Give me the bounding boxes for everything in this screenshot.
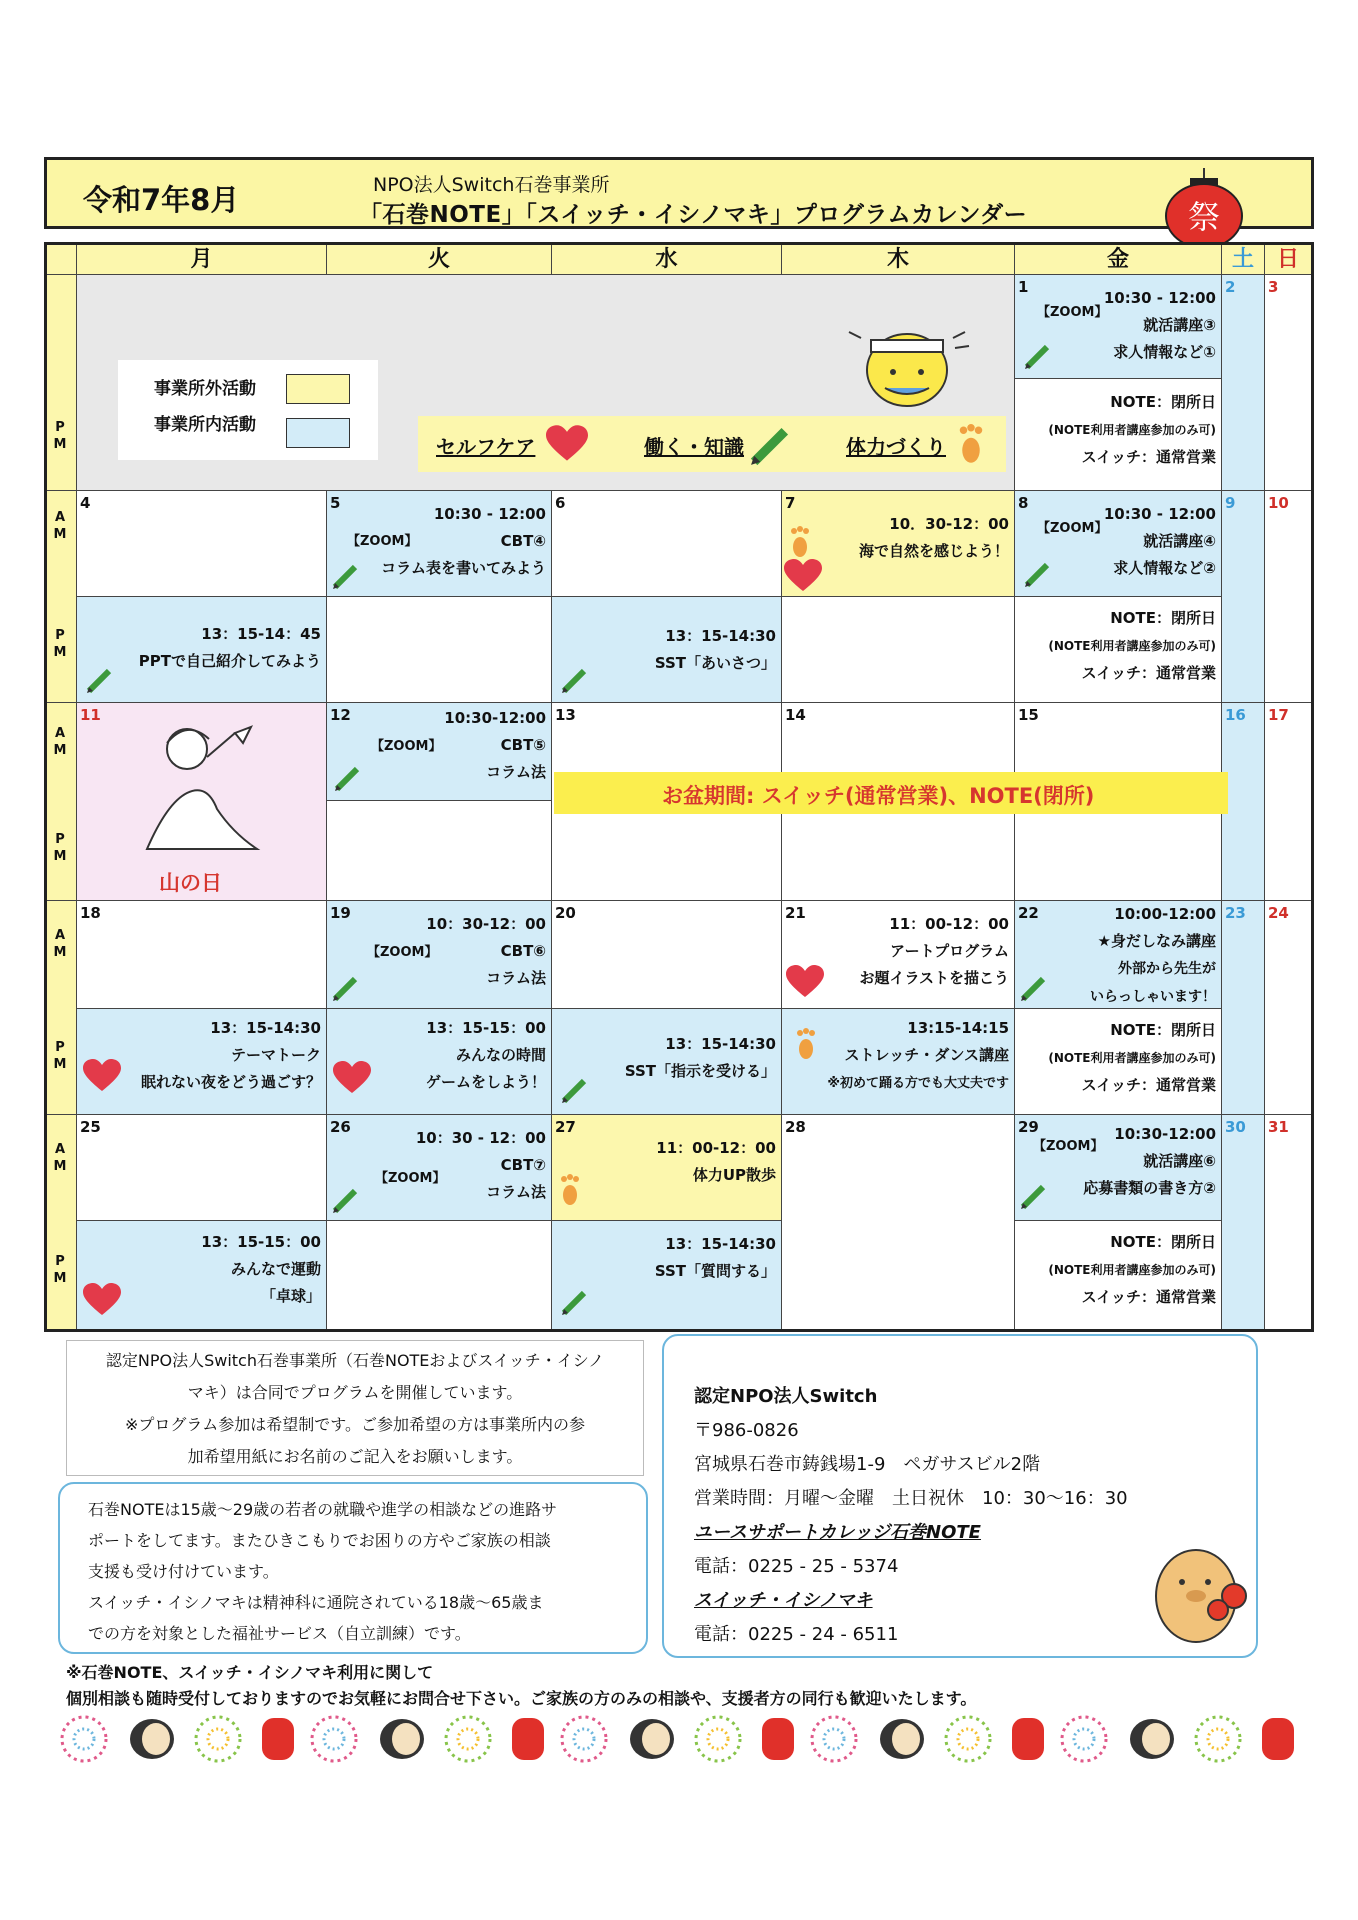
heart-icon: [333, 1061, 371, 1095]
day-29-am: [1015, 1115, 1222, 1221]
pencil-icon: [1019, 973, 1049, 1003]
day-number: 6: [555, 494, 566, 512]
day-21-pm: [782, 1009, 1015, 1115]
zoom-label: 【ZOOM】: [367, 945, 438, 960]
day-20-pm: [552, 1009, 782, 1115]
obon-text: お盆期間: スイッチ(通常営業)、NOTE(閉所): [662, 784, 1095, 808]
event-text: 13：15-14：45 PPTで自己紹介してみよう: [138, 625, 321, 670]
pencil-icon: [748, 422, 794, 468]
day-18-am: [77, 901, 327, 1009]
pm-label: P M: [53, 628, 67, 660]
event-text: 13：15-14:30 SST「質問する」: [654, 1235, 776, 1280]
day-number: 19: [330, 904, 351, 922]
day-number: 7: [785, 494, 796, 512]
category-banner: [418, 416, 1006, 472]
day-header-fri: 金: [1015, 245, 1222, 275]
day-1-am: [1015, 275, 1222, 379]
notice-line: ※プログラム参加は希望制です。ご参加希望の方は事業所内の参: [125, 1415, 585, 1434]
organization-name: NPO法人Switch石巻事業所: [373, 174, 610, 196]
day-header-tue: 火: [327, 245, 552, 275]
fri-pm-text: NOTE：閉所日 (NOTE利用者講座参加のみ可) スイッチ：通常営業: [1048, 393, 1216, 466]
day-1-pm: [1015, 379, 1222, 491]
day-number: 11: [80, 706, 101, 724]
pm-label: P M: [53, 420, 67, 452]
day-19-pm: [327, 1009, 552, 1115]
day-number: 20: [555, 904, 576, 922]
event-text: 10:30-12:00 CBT⑤ コラム法: [444, 709, 546, 781]
contact-note-tel: 電話：0225 - 25 - 5374: [694, 1556, 899, 1577]
service-description: [58, 1482, 648, 1654]
contact-address: 宮城県石巻市鋳銭場1-9 ペガサスビル2階: [694, 1454, 1041, 1475]
contact-switch-name: スイッチ・イシノマキ: [694, 1590, 873, 1611]
day-number: 12: [330, 706, 351, 724]
contact-switch-tel: 電話：0225 - 24 - 6511: [694, 1624, 899, 1645]
pencil-icon: [1019, 1181, 1049, 1211]
fri-pm-text: NOTE：閉所日 (NOTE利用者講座参加のみ可) スイッチ：通常営業: [1048, 1021, 1216, 1094]
am-label: A M: [53, 1142, 67, 1174]
lantern-text: 祭: [1187, 198, 1221, 236]
description-line: での方を対象とした福祉サービス（自立訓練）です。: [88, 1624, 471, 1643]
fri-pm-text: NOTE：閉所日 (NOTE利用者講座参加のみ可) スイッチ：通常営業: [1048, 609, 1216, 682]
description-line: 石巻NOTEは15歳～29歳の若者の就職や進学の相談などの進路サ: [88, 1500, 558, 1519]
day-19-am: [327, 901, 552, 1009]
day-27-am: [552, 1115, 782, 1221]
day-4-am: [77, 491, 327, 597]
day-number: 16: [1225, 706, 1246, 724]
day-26-pm: [327, 1221, 552, 1329]
day-number: 31: [1268, 1118, 1289, 1136]
day-16: [1222, 703, 1265, 901]
mountain-hiker-illustration: [137, 713, 267, 853]
day-number: 4: [80, 494, 91, 512]
description-line: スイッチ・イシノマキは精神科に通院されている18歳～65歳ま: [88, 1593, 544, 1612]
day-22-am: [1015, 901, 1222, 1009]
contact-note-name: ユースサポートカレッジ石巻NOTE: [694, 1522, 981, 1543]
obon-period-banner: [554, 772, 1228, 814]
ampm-label-week1: [47, 275, 77, 491]
day-30: [1222, 1115, 1265, 1329]
day-number: 27: [555, 1118, 576, 1136]
day-18-pm: [77, 1009, 327, 1115]
day-number: 5: [330, 494, 341, 512]
day-12-pm: [327, 801, 552, 901]
footprint-icon: [794, 1027, 818, 1061]
day-17: [1265, 703, 1311, 901]
footnote-line: 個別相談も随時受付しておりますのでお気軽にお問合せ下さい。ご家族の方のみの相談や、支援者方の同行も歓迎いたします。: [66, 1689, 977, 1708]
am-label: A M: [53, 928, 67, 960]
event-text: 11：00-12：00 アートプログラム お題イラストを描こう: [859, 915, 1009, 987]
event-text: 10：30-12：00 CBT⑥ コラム法: [426, 915, 546, 987]
day-number: 10: [1268, 494, 1289, 512]
description-line: ポートをしてます。またひきこもりでお困りの方やご家族の相談: [88, 1531, 551, 1550]
heart-icon: [83, 1059, 121, 1093]
day-number: 22: [1018, 904, 1039, 922]
pencil-icon: [85, 665, 115, 695]
day-header-wed: 水: [552, 245, 782, 275]
ampm-label-week2: [47, 491, 77, 703]
footprint-icon: [788, 525, 812, 559]
pencil-icon: [560, 1287, 590, 1317]
legend-outside-swatch: [286, 374, 350, 404]
ampm-label-week5: [47, 1115, 77, 1329]
day-header-sun: 日: [1265, 245, 1311, 275]
day-27-pm: [552, 1221, 782, 1329]
day-28: [782, 1115, 1015, 1329]
day-26-am: [327, 1115, 552, 1221]
zoom-label: 【ZOOM】: [371, 739, 442, 754]
fri-pm-text: NOTE：閉所日 (NOTE利用者講座参加のみ可) スイッチ：通常営業: [1048, 1233, 1216, 1306]
day-29-pm: [1015, 1221, 1222, 1329]
day-header-sat: 土: [1222, 245, 1265, 275]
day-21-am: [782, 901, 1015, 1009]
day-header-thu: 木: [782, 245, 1015, 275]
pencil-icon: [331, 1185, 361, 1215]
day-8-am: [1015, 491, 1222, 597]
event-text: 13：15-14:30 テーマトーク 眠れない夜をどう過ごす？: [140, 1019, 321, 1091]
event-text: 10：30 - 12：00 CBT⑦ コラム法: [415, 1129, 546, 1201]
day-number: 25: [80, 1118, 101, 1136]
day-31: [1265, 1115, 1311, 1329]
zoom-label: 【ZOOM】: [347, 534, 418, 549]
holiday-label: 山の日: [159, 871, 222, 895]
pm-label: P M: [53, 1254, 67, 1286]
day-6-pm: [552, 597, 782, 703]
day-2: [1222, 275, 1265, 491]
day-number: 8: [1018, 494, 1029, 512]
day-22-pm: [1015, 1009, 1222, 1115]
capybara-maracas-illustration: [1146, 1526, 1254, 1656]
day-23: [1222, 901, 1265, 1115]
day-3: [1265, 275, 1311, 491]
event-text: 13：15-14:30 SST「あいさつ」: [654, 627, 776, 672]
calendar-header: [44, 157, 1314, 229]
event-text: 10:30 - 12:00 CBT④ コラム表を書いてみよう: [381, 505, 546, 577]
day-6-am: [552, 491, 782, 597]
heart-icon: [83, 1283, 121, 1317]
day-10: [1265, 491, 1311, 703]
day-5-pm: [327, 597, 552, 703]
zoom-label: 【ZOOM】: [1037, 521, 1108, 536]
day-number: 18: [80, 904, 101, 922]
event-text: 11：00-12：00 体力UP散歩: [656, 1139, 776, 1184]
month-title: 令和7年8月: [83, 183, 240, 217]
day-number: 13: [555, 706, 576, 724]
notice-line: マキ）は合同でプログラムを開催しています。: [187, 1383, 523, 1402]
notice-line: 加希望用紙にお名前のご記入をお願いします。: [187, 1447, 523, 1466]
category-selfcare: セルフケア: [436, 435, 536, 459]
zoom-label: 【ZOOM】: [1033, 1139, 1104, 1154]
footnote: [66, 1660, 976, 1712]
day-4-pm: [77, 597, 327, 703]
day-number: 30: [1225, 1118, 1246, 1136]
legend-inside-swatch: [286, 418, 350, 448]
day-number: 15: [1018, 706, 1039, 724]
day-header-mon: 月: [77, 245, 327, 275]
pencil-icon: [1023, 559, 1053, 589]
day-8-pm: [1015, 597, 1222, 703]
corner-cell: [47, 245, 77, 275]
heart-icon: [546, 424, 588, 464]
program-title: 「石巻NOTE」「スイッチ・イシノマキ」プログラムカレンダー: [359, 202, 1028, 228]
day-5-am: [327, 491, 552, 597]
day-number: 9: [1225, 494, 1236, 512]
description-line: 支援も受け付けています。: [88, 1562, 279, 1581]
day-7-am: [782, 491, 1015, 597]
pencil-icon: [560, 1075, 590, 1105]
ampm-label-week3: [47, 703, 77, 901]
zoom-label: 【ZOOM】: [1037, 305, 1108, 320]
event-text: 10:00-12:00 ★身だしなみ講座 外部から先生が いらっしゃいます！: [1090, 905, 1216, 1005]
pm-label: P M: [53, 1040, 67, 1072]
day-9: [1222, 491, 1265, 703]
day-20-am: [552, 901, 782, 1009]
event-text: 10:30 - 12:00 就活講座④ 求人情報など②: [1103, 505, 1216, 577]
legend-outside-label: 事業所外活動: [154, 379, 256, 399]
event-text: 10:30-12:00 就活講座⑥ 応募書類の書き方②: [1083, 1125, 1216, 1197]
pencil-icon: [331, 561, 361, 591]
footprint-icon: [558, 1173, 582, 1207]
day-number: 29: [1018, 1118, 1039, 1136]
day-number: 24: [1268, 904, 1289, 922]
category-fitness: 体力づくり: [846, 435, 946, 459]
day-25-pm: [77, 1221, 327, 1329]
day-12-am: [327, 703, 552, 801]
event-text: 13:15-14:15 ストレッチ・ダンス講座 ※初めて踊る方でも大丈夫です: [827, 1019, 1009, 1091]
day-number: 2: [1225, 278, 1236, 296]
contact-org-name: 認定NPO法人Switch: [694, 1386, 878, 1407]
day-11: [77, 703, 327, 901]
notice-line: 認定NPO法人Switch石巻事業所（石巻NOTEおよびスイッチ・イシノ: [105, 1351, 605, 1370]
legend-inside-label: 事業所内活動: [154, 415, 256, 435]
footnote-line: ※石巻NOTE、スイッチ・イシノマキ利用に関して: [66, 1663, 434, 1682]
mascot-illustration: [845, 318, 975, 418]
day-7-pm: [782, 597, 1015, 703]
day-number: 21: [785, 904, 806, 922]
am-label: A M: [53, 510, 67, 542]
footprint-icon: [956, 422, 986, 466]
festival-decoration-row: [56, 1712, 1306, 1766]
day-number: 3: [1268, 278, 1279, 296]
pm-label: P M: [53, 832, 67, 864]
zoom-label: 【ZOOM】: [375, 1171, 446, 1186]
joint-program-notice: [66, 1340, 644, 1476]
day-number: 23: [1225, 904, 1246, 922]
am-label: A M: [53, 726, 67, 758]
pencil-icon: [331, 973, 361, 1003]
pencil-icon: [333, 763, 363, 793]
day-number: 14: [785, 706, 806, 724]
day-number: 26: [330, 1118, 351, 1136]
contact-info: [662, 1334, 1258, 1658]
category-work: 働く・知識: [644, 435, 744, 459]
event-text: 10．30-12：00 海で自然を感じよう！: [858, 515, 1009, 560]
day-number: 17: [1268, 706, 1289, 724]
day-number: 28: [785, 1118, 806, 1136]
day-25-am: [77, 1115, 327, 1221]
event-text: 13：15-15：00 みんなの時間 ゲームをしよう！: [425, 1019, 546, 1091]
event-text: 10:30 - 12:00 就活講座③ 求人情報など①: [1103, 289, 1216, 361]
pencil-icon: [1023, 341, 1053, 371]
day-number: 1: [1018, 278, 1029, 296]
heart-icon: [784, 559, 822, 593]
event-text: 13：15-14:30 SST「指示を受ける」: [624, 1035, 776, 1080]
heart-icon: [786, 965, 824, 999]
legend: [118, 360, 378, 460]
day-24: [1265, 901, 1311, 1115]
event-text: 13：15-15：00 みんなで運動 「卓球」: [201, 1233, 321, 1305]
contact-hours: 営業時間：月曜～金曜 土日祝休 10：30～16：30: [694, 1488, 1128, 1509]
pencil-icon: [560, 665, 590, 695]
contact-zip: 〒986-0826: [694, 1420, 799, 1441]
ampm-label-week4: [47, 901, 77, 1115]
